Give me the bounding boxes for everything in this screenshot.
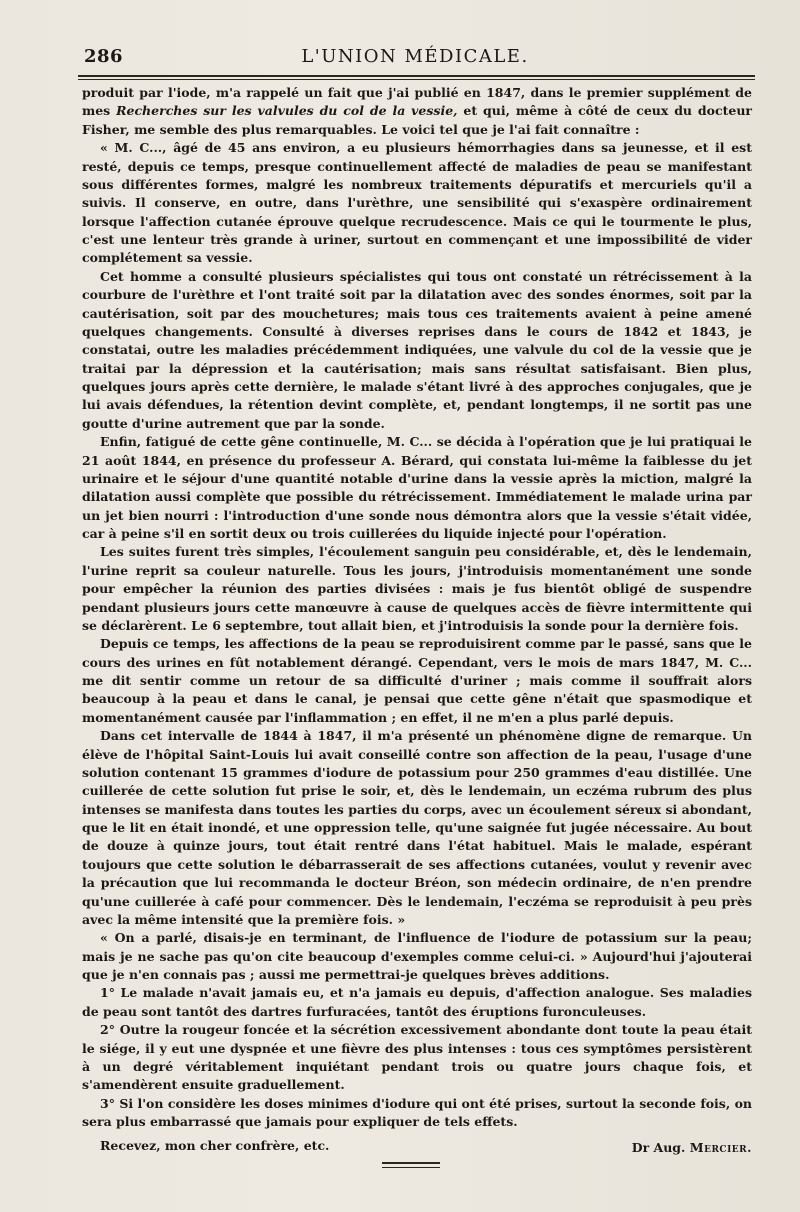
closing-line: Recevez, mon cher confrère, etc. bbox=[100, 1138, 330, 1154]
text-run: « M. C..., âgé de 45 ans environ, a eu plusieurs hémorrhagies dans sa jeunesse, et il est resté, depuis ce temps, presque continuellement affecté de maladies de peau se manifestant sous différentes formes, malgré les nombreux traitements dépuratifs et mercuriels qu'il a suivis. Il conserve, en outre, dans l'urèthre, une sensibilité qui s'exaspère ordinairement lorsque l'affection cutanée éprouve quelque recrudescence. Mais ce qui le tourmente le plus, c'est une lenteur très grande à uriner, surtout en commençant et une impossibilité de vider complétement sa vessie. bbox=[82, 140, 752, 266]
paragraph bbox=[82, 268, 752, 433]
text-run: Depuis ce temps, les affections de la peau se reproduisirent comme par le passé, sans que le cours des urines en fût notablement dérangé. Cependant, vers le mois de mars 1847, M. C... me dit sentir comme un retour de sa difficulté d'uriner ; mais comme il souffrait alors beaucoup à la peau et dans le canal, je pensai que cette gêne n'était que spasmodique et momentanément causée par l'inflammation ; en effet, il ne m'en a plus parlé depuis. bbox=[82, 636, 752, 725]
paragraph bbox=[82, 543, 752, 635]
page-header bbox=[80, 40, 750, 76]
paragraph-list bbox=[82, 84, 752, 1131]
paragraph bbox=[82, 929, 752, 984]
italic-title: Recherches sur les valvules du col de la vessie, bbox=[116, 103, 458, 119]
signature-name: Mercier. bbox=[689, 1140, 752, 1156]
paragraph bbox=[82, 984, 752, 1021]
text-run: produit par l'iode, m'a rappelé un fait que j'ai publié en 1847, dans le premier supplément de mes bbox=[82, 85, 752, 119]
text-run: 2° Outre la rougeur foncée et la sécrétion excessivement abondante dont toute la peau était le siége, il y eut une dyspnée et une fièvre des plus intenses : tous ces symptômes persistèrent à un degré véritablement inquiétant pendant trois ou quatre jours chaque fois, et s'amendèrent ensuite graduellement. bbox=[82, 1022, 752, 1093]
paragraph bbox=[82, 635, 752, 727]
signature bbox=[632, 1139, 752, 1157]
text-run: Dans cet intervalle de 1844 à 1847, il m'a présenté un phénomène digne de remarque. Un élève de l'hôpital Saint-Louis lui avait conseillé contre son affection de la peau, l'usage d'une solution contenant 15 grammes d'iodure de potassium pour 250 grammes d'eau distillée. Une cuillerée de cette solution fut prise le soir, et, dès le lendemain, un eczéma rubrum des plus intenses se manifesta dans toutes les parties du corps, avec un écoulement séreux si abondant, que le lit en était inondé, et une oppression telle, qu'une saignée fut jugée nécessaire. Au bout de douze à quinze jours, tout était rentré dans l'état habituel. Mais le malade, espérant toujours que cette solution le débarrasserait de ses affections cutanées, voulut y revenir avec la précaution que lui recommanda le docteur Bréon, son médecin ordinaire, de n'en prendre qu'une cuillerée à café pour commencer. Dès le lendemain, l'eczéma se reproduisit à peu près avec la même intensité que la première fois. » bbox=[82, 728, 752, 927]
text-run: Enfin, fatigué de cette gêne continuelle, M. C... se décida à l'opération que je lui pratiquai le 21 août 1844, en présence du professeur A. Bérard, qui constata lui-même la faiblesse du jet urinaire et le séjour d'une quantité notable d'urine dans la vessie après la miction, malgré la dilatation aussi complète que possible du rétrécissement. Immédiatement le malade urina par un jet bien nourri : l'introduction d'une sonde nous démontra alors que la vessie s'était vidée, car à peine s'il en sortit deux ou trois cuillerées du liquide injecté pour l'opération. bbox=[82, 434, 752, 541]
text-run: et qui, même à côté de ceux du docteur Fisher, me semble des plus remarquables. Le voici tel que je l'ai fait connaître : bbox=[82, 103, 752, 137]
paragraph bbox=[82, 433, 752, 543]
paragraph bbox=[82, 727, 752, 929]
text-run: 3° Si l'on considère les doses minimes d'iodure qui ont été prises, surtout la seconde fois, on sera plus embarrassé que jamais pour expliquer de tels effets. bbox=[82, 1095, 752, 1129]
end-rule bbox=[382, 1162, 440, 1168]
text-run: 1° Le malade n'avait jamais eu, et n'a jamais eu depuis, d'affection analogue. Ses maladies de peau sont tantôt des dartres furfuracées, tantôt des éruptions furonculeuses. bbox=[82, 985, 752, 1019]
paragraph bbox=[82, 1021, 752, 1095]
running-title: L'UNION MÉDICALE. bbox=[301, 46, 529, 67]
article-body bbox=[82, 84, 752, 1159]
text-run: Les suites furent très simples, l'écoulement sanguin peu considérable, et, dès le lendemain, l'urine reprit sa couleur naturelle. Tous les jours, j'introduisis momentanément une sonde pour empêcher la réunion des parties divisées : mais je fus bientôt obligé de suspendre pendant plusieurs jours cette manœuvre à cause de quelques accès de fièvre intermittente qui se déclarèrent. Le 6 septembre, tout allait bien, et j'introduisis la sonde pour la dernière fois. bbox=[82, 544, 752, 633]
signature-prefix: Dr Aug. bbox=[631, 1140, 686, 1156]
signature-line bbox=[82, 1137, 752, 1159]
paragraph bbox=[82, 84, 752, 139]
header-rule bbox=[78, 75, 755, 80]
paragraph bbox=[82, 139, 752, 268]
text-run: Cet homme a consulté plusieurs spécialistes qui tous ont constaté un rétrécissement à la courbure de l'urèthre et l'ont traité soit par la dilatation avec des sondes énormes, soit par la cautérisation, soit par des mouchetures; mais tous ces traitements avaient à peine amené quelques changements. Consulté à diverses reprises dans le cours de 1842 et 1843, je constatai, outre les maladies précédemment indiquées, une valvule du col de la vessie que je traitai par la dépression et la cautérisation; mais sans résultat satisfaisant. Bien plus, quelques jours après cette dernière, le malade s'étant livré à des approches conjugales, que je lui avais défendues, la rétention devint complète, et, pendant longtemps, il ne sortit pas une goutte d'urine autrement que par la sonde. bbox=[82, 268, 752, 431]
page-number: 286 bbox=[84, 46, 124, 67]
paragraph bbox=[82, 1095, 752, 1132]
text-run: « On a parlé, disais-je en terminant, de l'influence de l'iodure de potassium sur la peau; mais je ne sache pas qu'on cite beaucoup d'exemples comme celui-ci. » Aujourd'hui j'ajouterai que je n'en connais pas ; aussi me permettrai-je quelques brèves additions. bbox=[82, 930, 752, 982]
